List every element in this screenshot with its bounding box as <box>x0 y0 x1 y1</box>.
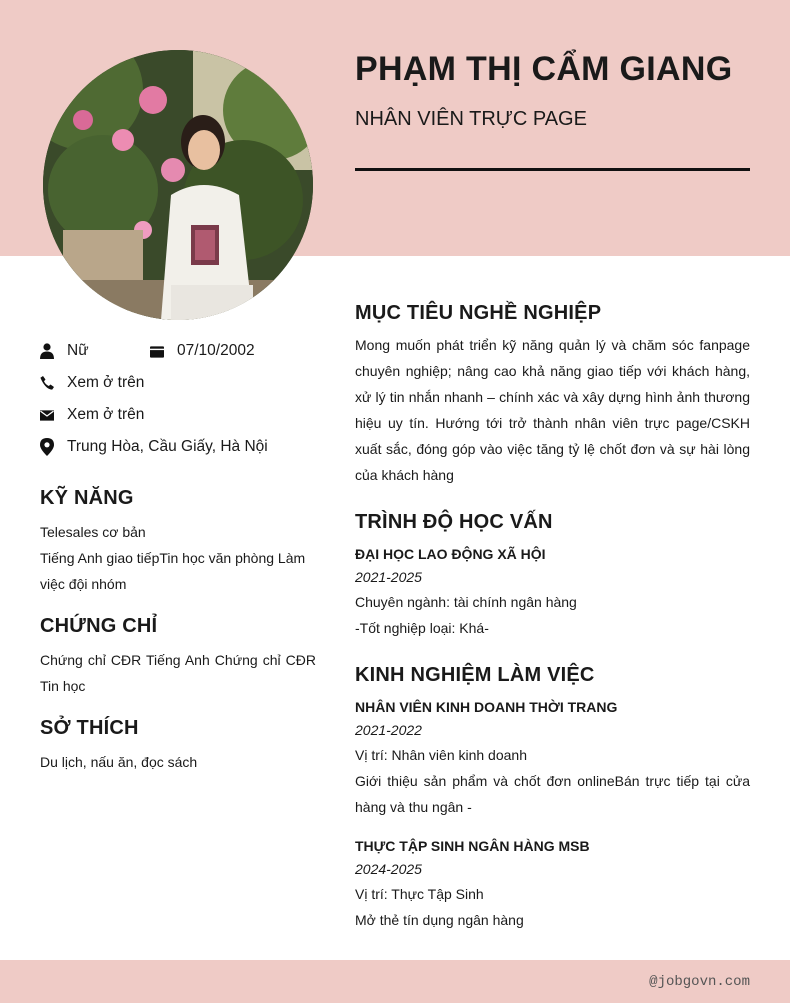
skills-text <box>40 519 316 597</box>
job-period: 2024-2025 <box>355 861 422 877</box>
objective-heading: MỤC TIÊU NGHỀ NGHIỆP <box>355 302 602 324</box>
job-description: Giới thiệu sản phẩm và chốt đơn onlineBán trực tiếp tại cửa hàng và thu ngân - <box>355 773 750 815</box>
education-period: 2021-2025 <box>355 569 422 585</box>
certificates-heading: CHỨNG CHỈ <box>40 615 158 637</box>
skill-line: Tiếng Anh giao tiếpTin học văn phòng Làm việc đội nhóm <box>40 550 306 592</box>
skill-line: Telesales cơ bản <box>40 524 146 540</box>
experience-heading: KINH NGHIỆM LÀM VIỆC <box>355 664 595 686</box>
calendar-icon <box>150 343 164 359</box>
email-row <box>40 406 144 424</box>
phone-value: Xem ở trên <box>67 374 145 391</box>
education-grade: -Tốt nghiệp loại: Khá- <box>355 620 489 636</box>
job-position: Vị trí: Thực Tập Sinh <box>355 886 484 902</box>
job-company: THỰC TẬP SINH NGÂN HÀNG MSB <box>355 838 590 854</box>
address-row <box>40 438 268 456</box>
watermark: @jobgovn.com <box>649 974 750 990</box>
education-major: Chuyên ngành: tài chính ngân hàng <box>355 594 577 610</box>
gender-value: Nữ <box>67 342 89 359</box>
birthdate-row <box>150 342 255 360</box>
hobbies-text: Du lịch, nấu ăn, đọc sách <box>40 754 198 770</box>
phone-row <box>40 374 144 392</box>
email-value: Xem ở trên <box>67 406 145 423</box>
gender-row <box>40 342 89 360</box>
job-description: Mở thẻ tín dụng ngân hàng <box>355 912 524 928</box>
profile-photo <box>43 50 313 320</box>
hobbies-heading: SỞ THÍCH <box>40 717 139 739</box>
skills-heading: KỸ NĂNG <box>40 487 134 509</box>
school-name: ĐẠI HỌC LAO ĐỘNG XÃ HỘI <box>355 546 546 562</box>
email-icon <box>40 407 54 423</box>
candidate-name: PHẠM THỊ CẨM GIANG <box>355 50 733 88</box>
title-divider <box>355 168 750 171</box>
education-heading: TRÌNH ĐỘ HỌC VẤN <box>355 511 553 533</box>
job-position: Vị trí: Nhân viên kinh doanh <box>355 747 527 763</box>
job-period: 2021-2022 <box>355 722 422 738</box>
job-title: NHÂN VIÊN TRỰC PAGE <box>355 108 587 130</box>
person-icon <box>40 343 54 359</box>
birthdate-value: 07/10/2002 <box>177 342 255 359</box>
address-value: Trung Hòa, Cầu Giấy, Hà Nội <box>67 438 268 455</box>
location-pin-icon <box>40 439 54 455</box>
objective-text: Mong muốn phát triển kỹ năng quản lý và chăm sóc fanpage chuyên nghiệp; nâng cao khả năng giao tiếp với khách hàng, xử lý tin nhắn nhanh – chính xác và xây dựng hình ảnh thương hiệu uy tín. Hướng tới trở thành nhân viên trực page/CSKH xuất sắc, đóng góp vào việc tăng tỷ lệ chốt đơn và sự hài lòng của khách hàng <box>355 337 750 483</box>
job-company: NHÂN VIÊN KINH DOANH THỜI TRANG <box>355 699 618 715</box>
phone-icon <box>40 375 54 391</box>
certificates-text: Chứng chỉ CĐR Tiếng Anh Chứng chỉ CĐR Tin học <box>40 652 316 694</box>
